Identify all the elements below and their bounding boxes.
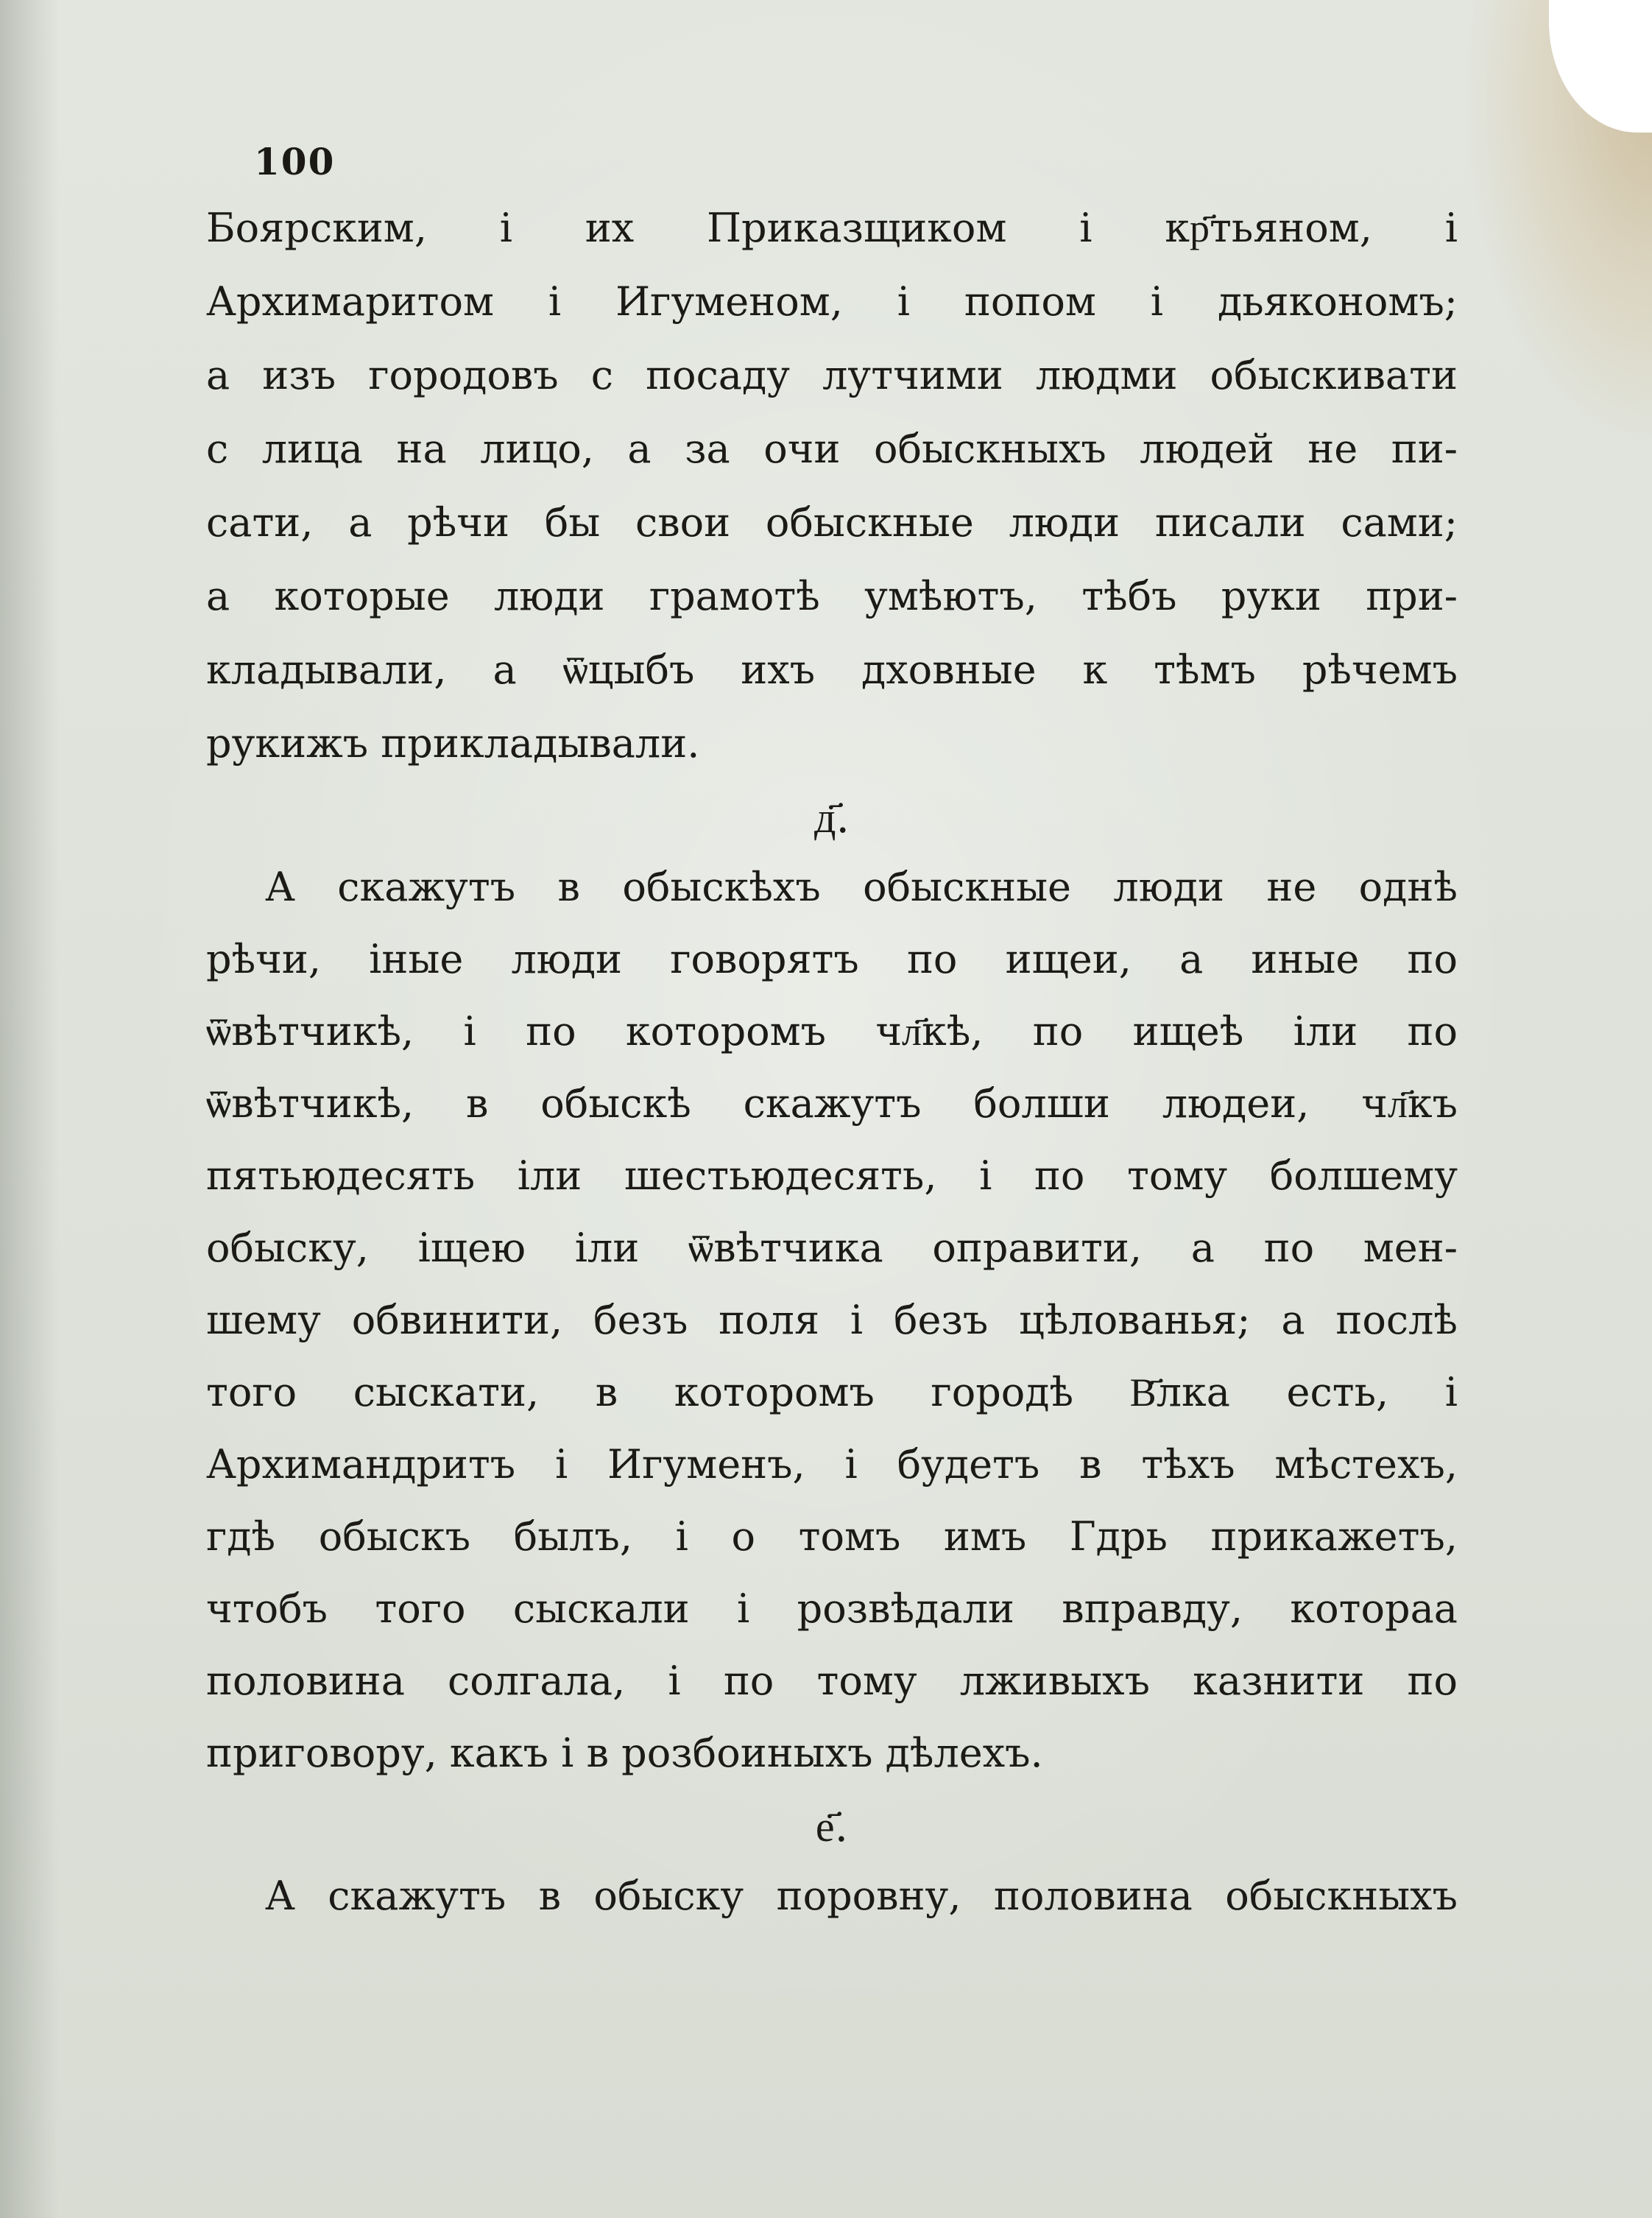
paragraph1-line-1: Боярским, і их Приказщиком і кр҃тьяном, і [206, 205, 1458, 251]
section-marker-e: е҃. [815, 1801, 849, 1851]
paragraph2-line-3: ѿвѣтчикѣ, і по которомъ чл҃кѣ, по ищеѣ іли по [206, 1008, 1458, 1055]
spine-shadow [0, 0, 59, 2218]
paragraph1-line-6: а которые люди грамотѣ умѣютъ, тѣбъ руки при- [206, 573, 1458, 619]
paragraph2-line-9: Архимандритъ і Игуменъ, і будетъ в тѣхъ мѣстехъ, [206, 1441, 1458, 1488]
paragraph1-line-3: а изъ городовъ с посаду лутчими людми обыскивати [206, 352, 1458, 398]
paragraph2-line-4: ѿвѣтчикѣ, в обыскѣ скажутъ болши людеи, чл҃къ [206, 1080, 1458, 1127]
paragraph2-line-8: того сыскати, в которомъ городѣ В҃лка есть, і [206, 1369, 1458, 1415]
page-number: 100 [254, 140, 336, 183]
paragraph2-line-2: рѣчи, іные люди говорятъ по ищеи, а иные по [206, 936, 1458, 982]
paragraph1-line-4: с лица на лицо, а за очи обыскныхъ людей не пи- [206, 426, 1458, 472]
paragraph2-line-10: гдѣ обыскъ былъ, і о томъ имъ Гдрь прикажетъ, [206, 1513, 1458, 1560]
paragraph2-line-1: А скажутъ в обыскѣхъ обыскные люди не однѣ [265, 864, 1458, 910]
paragraph1-line-7: кладывали, а ѿцыбъ ихъ дховные к тѣмъ рѣчемъ [206, 647, 1458, 693]
paragraph2-line-12: половина солгала, і по тому лживыхъ казнити по [206, 1658, 1458, 1704]
paragraph2-line-13: приговору, какъ і в розбоиныхъ дѣлехъ. [206, 1730, 1043, 1776]
section-marker-d: д҃. [814, 792, 850, 842]
paragraph2-line-11: чтобъ того сыскали і розвѣдали вправду, котораа [206, 1585, 1458, 1632]
paragraph2-line-5: пятьюдесять іли шестьюдесять, і по тому болшему [206, 1152, 1458, 1199]
paragraph1-line-2: Архимаритом і Игуменом, і попом і дьякономъ; [206, 278, 1458, 325]
paragraph1-line-5: сати, а рѣчи бы свои обыскные люди писали сами; [206, 499, 1458, 546]
paragraph2-line-6: обыску, іщею іли ѿвѣтчика оправити, а по мен- [206, 1225, 1458, 1271]
paragraph1-line-8: рукижъ прикладывали. [206, 720, 700, 767]
paragraph3-line-1: А скажутъ в обыску поровну, половина обыскныхъ [265, 1873, 1458, 1919]
paragraph2-line-7: шему обвинити, безъ поля і безъ цѣлованья; а послѣ [206, 1297, 1458, 1343]
